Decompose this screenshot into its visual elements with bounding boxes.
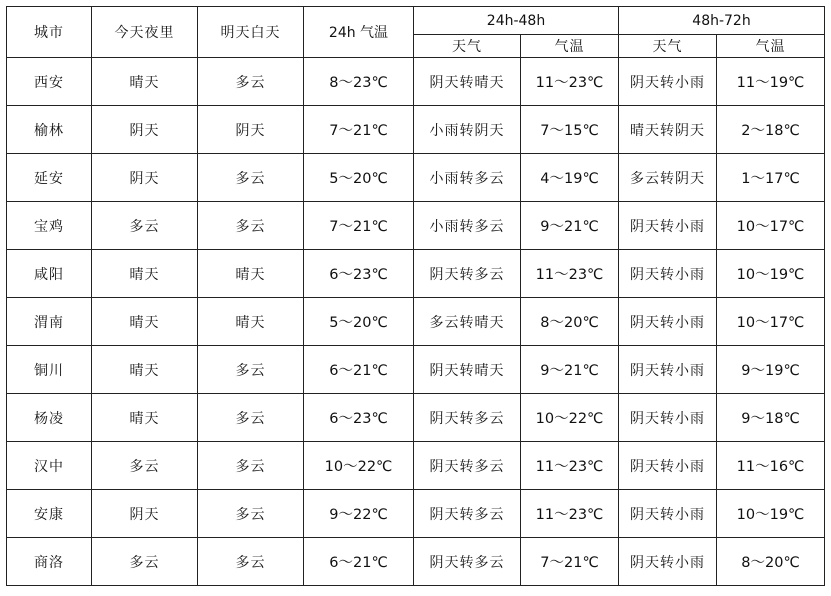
cell-city: 杨凌 [7, 394, 92, 442]
cell-weather-72: 阴天转小雨 [619, 58, 717, 106]
cell-temp-48: 11～23℃ [521, 58, 619, 106]
cell-tomorrow-day: 多云 [198, 538, 304, 586]
cell-temp-24h: 7～21℃ [304, 202, 414, 250]
cell-weather-72: 阴天转小雨 [619, 442, 717, 490]
header-temp-24h: 24h 气温 [304, 7, 414, 58]
cell-temp-48: 7～15℃ [521, 106, 619, 154]
header-group-24-48: 24h-48h [414, 7, 619, 35]
cell-temp-48: 10～22℃ [521, 394, 619, 442]
cell-weather-48: 小雨转多云 [414, 202, 521, 250]
cell-temp-72: 10～17℃ [717, 202, 825, 250]
header-tomorrow-day: 明天白天 [198, 7, 304, 58]
table-row [7, 538, 825, 586]
cell-tomorrow-day: 多云 [198, 346, 304, 394]
cell-tomorrow-day: 阴天 [198, 106, 304, 154]
cell-city: 延安 [7, 154, 92, 202]
cell-temp-24h: 6～21℃ [304, 346, 414, 394]
cell-tomorrow-day: 多云 [198, 154, 304, 202]
cell-temp-72: 1～17℃ [717, 154, 825, 202]
cell-tonight: 阴天 [92, 490, 198, 538]
cell-temp-24h: 7～21℃ [304, 106, 414, 154]
header-temp-72: 气温 [717, 35, 825, 58]
cell-temp-72: 10～19℃ [717, 250, 825, 298]
table-row [7, 298, 825, 346]
cell-tonight: 晴天 [92, 394, 198, 442]
table-row [7, 202, 825, 250]
cell-temp-72: 9～19℃ [717, 346, 825, 394]
table-row [7, 442, 825, 490]
table-row [7, 346, 825, 394]
cell-tonight: 阴天 [92, 106, 198, 154]
cell-temp-72: 10～17℃ [717, 298, 825, 346]
cell-weather-48: 阴天转多云 [414, 250, 521, 298]
cell-weather-48: 阴天转晴天 [414, 58, 521, 106]
cell-weather-72: 阴天转小雨 [619, 490, 717, 538]
cell-weather-48: 阴天转多云 [414, 442, 521, 490]
table-row [7, 106, 825, 154]
cell-tonight: 晴天 [92, 298, 198, 346]
cell-city: 安康 [7, 490, 92, 538]
cell-city: 商洛 [7, 538, 92, 586]
cell-city: 渭南 [7, 298, 92, 346]
table-row [7, 154, 825, 202]
cell-tonight: 多云 [92, 442, 198, 490]
cell-temp-72: 2～18℃ [717, 106, 825, 154]
cell-tonight: 晴天 [92, 346, 198, 394]
weather-forecast-table [6, 6, 825, 586]
cell-tomorrow-day: 多云 [198, 442, 304, 490]
cell-temp-24h: 5～20℃ [304, 154, 414, 202]
cell-tomorrow-day: 多云 [198, 58, 304, 106]
cell-weather-72: 阴天转小雨 [619, 538, 717, 586]
cell-weather-72: 阴天转小雨 [619, 394, 717, 442]
cell-tonight: 多云 [92, 538, 198, 586]
table-row [7, 394, 825, 442]
cell-weather-72: 阴天转小雨 [619, 346, 717, 394]
cell-temp-24h: 6～23℃ [304, 394, 414, 442]
table-row [7, 490, 825, 538]
cell-temp-48: 9～21℃ [521, 202, 619, 250]
table-row [7, 250, 825, 298]
cell-tomorrow-day: 晴天 [198, 250, 304, 298]
cell-temp-24h: 6～23℃ [304, 250, 414, 298]
header-weather-72: 天气 [619, 35, 717, 58]
cell-weather-72: 阴天转小雨 [619, 298, 717, 346]
cell-city: 西安 [7, 58, 92, 106]
cell-tonight: 多云 [92, 202, 198, 250]
cell-weather-72: 阴天转小雨 [619, 250, 717, 298]
cell-temp-48: 4～19℃ [521, 154, 619, 202]
cell-weather-72: 阴天转小雨 [619, 202, 717, 250]
cell-temp-48: 7～21℃ [521, 538, 619, 586]
header-weather-48: 天气 [414, 35, 521, 58]
cell-tomorrow-day: 多云 [198, 202, 304, 250]
cell-temp-24h: 5～20℃ [304, 298, 414, 346]
cell-city: 榆林 [7, 106, 92, 154]
header-temp-48: 气温 [521, 35, 619, 58]
cell-temp-24h: 9～22℃ [304, 490, 414, 538]
cell-temp-48: 8～20℃ [521, 298, 619, 346]
cell-tomorrow-day: 多云 [198, 490, 304, 538]
cell-temp-72: 8～20℃ [717, 538, 825, 586]
table-body [7, 58, 825, 586]
cell-tomorrow-day: 多云 [198, 394, 304, 442]
cell-weather-72: 晴天转阴天 [619, 106, 717, 154]
cell-tonight: 阴天 [92, 154, 198, 202]
cell-weather-48: 阴天转多云 [414, 490, 521, 538]
cell-weather-48: 多云转晴天 [414, 298, 521, 346]
cell-temp-48: 11～23℃ [521, 490, 619, 538]
cell-temp-48: 11～23℃ [521, 250, 619, 298]
cell-tomorrow-day: 晴天 [198, 298, 304, 346]
cell-tonight: 晴天 [92, 58, 198, 106]
cell-tonight: 晴天 [92, 250, 198, 298]
cell-temp-48: 11～23℃ [521, 442, 619, 490]
cell-temp-72: 11～16℃ [717, 442, 825, 490]
cell-weather-48: 小雨转阴天 [414, 106, 521, 154]
cell-temp-72: 9～18℃ [717, 394, 825, 442]
header-tonight: 今天夜里 [92, 7, 198, 58]
header-city: 城市 [7, 7, 92, 58]
cell-weather-48: 阴天转多云 [414, 538, 521, 586]
cell-city: 铜川 [7, 346, 92, 394]
cell-temp-24h: 8～23℃ [304, 58, 414, 106]
header-group-48-72: 48h-72h [619, 7, 825, 35]
cell-weather-48: 小雨转多云 [414, 154, 521, 202]
cell-temp-48: 9～21℃ [521, 346, 619, 394]
cell-temp-24h: 6～21℃ [304, 538, 414, 586]
cell-city: 咸阳 [7, 250, 92, 298]
cell-weather-48: 阴天转晴天 [414, 346, 521, 394]
cell-temp-72: 11～19℃ [717, 58, 825, 106]
cell-city: 宝鸡 [7, 202, 92, 250]
cell-weather-72: 多云转阴天 [619, 154, 717, 202]
cell-city: 汉中 [7, 442, 92, 490]
cell-weather-48: 阴天转多云 [414, 394, 521, 442]
cell-temp-24h: 10～22℃ [304, 442, 414, 490]
cell-temp-72: 10～19℃ [717, 490, 825, 538]
table-row [7, 58, 825, 106]
